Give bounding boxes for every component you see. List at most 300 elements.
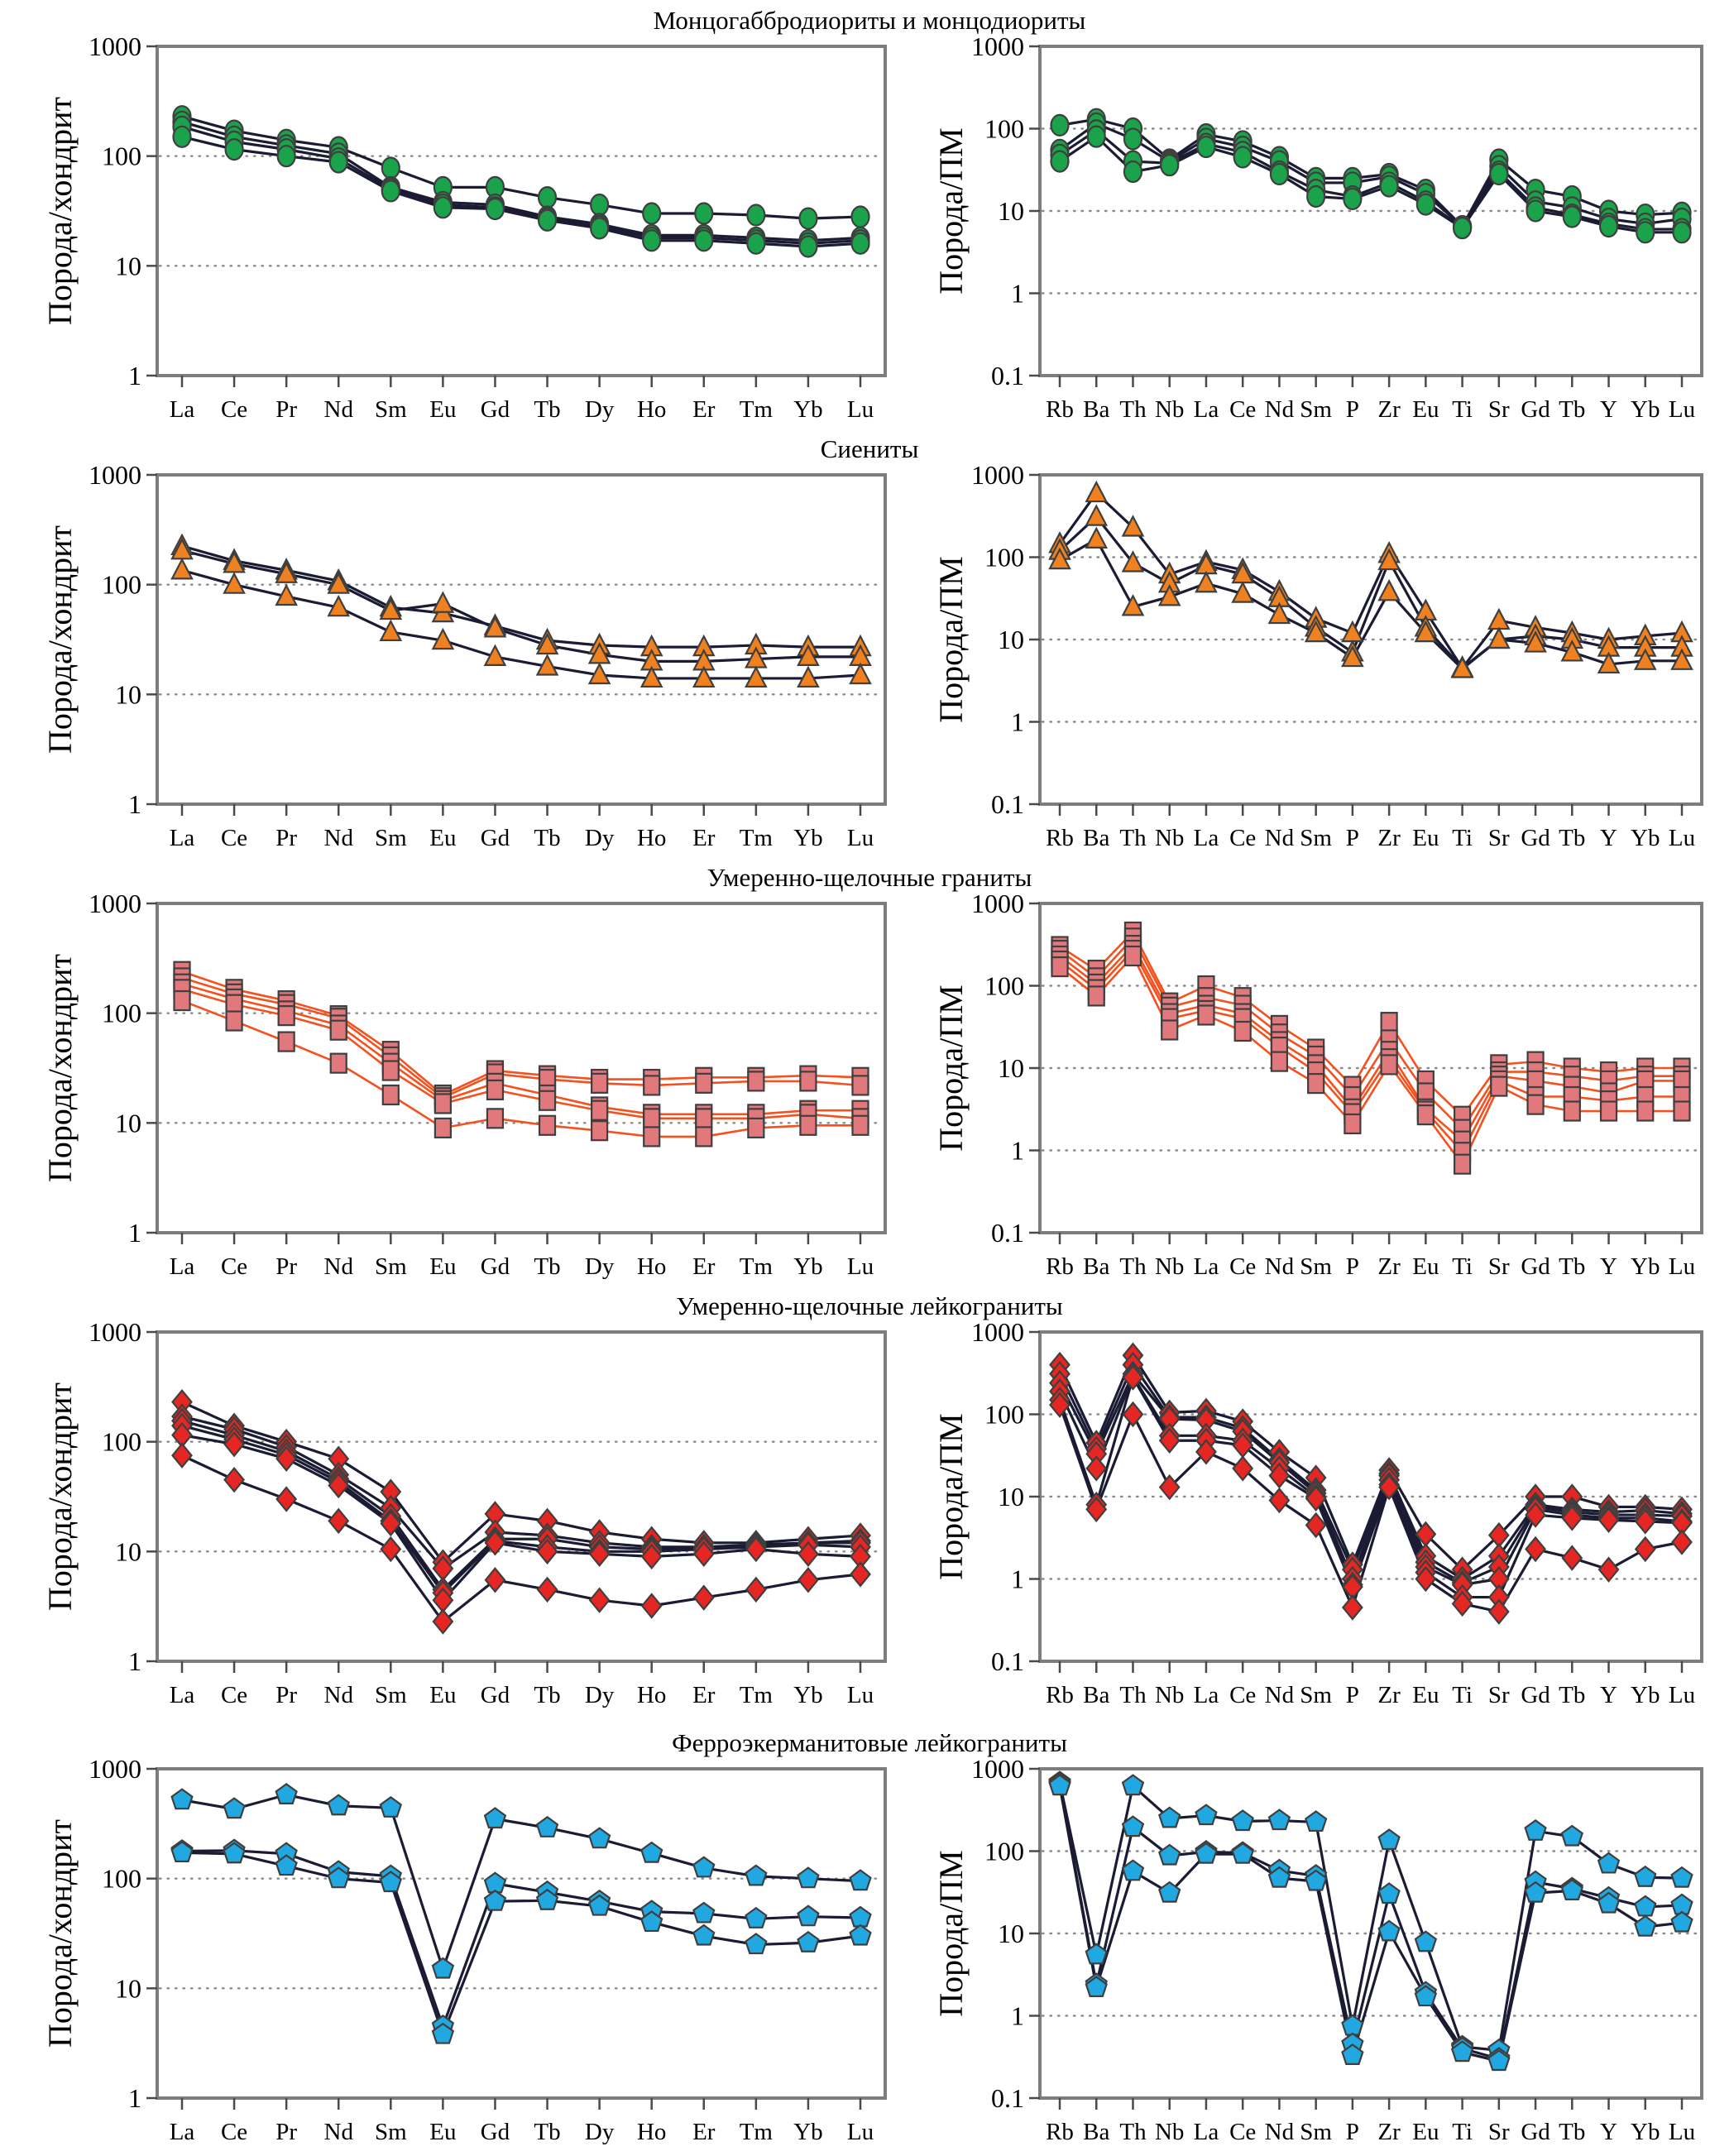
data-point-marker (1489, 1600, 1508, 1623)
data-point-marker (850, 1871, 871, 1890)
x-tick-label: Dy (584, 1682, 615, 1708)
data-point-marker (1088, 127, 1105, 147)
y-tick-label: 10 (115, 1108, 141, 1138)
y-tick-label: 1000 (89, 36, 141, 61)
data-point-marker (381, 1797, 401, 1817)
data-point-marker (278, 146, 295, 166)
y-tick-label: 1 (128, 2083, 141, 2113)
data-point-marker (1159, 1845, 1180, 1865)
y-tick-label: 10 (115, 1973, 141, 2004)
data-point-marker (1636, 1538, 1655, 1561)
x-tick-label: La (169, 1253, 195, 1280)
data-point-marker (1564, 1102, 1580, 1121)
x-tick-label: Sm (1300, 1682, 1332, 1708)
ree-chart-svg (33, 36, 889, 434)
x-tick-label: Sr (1487, 1682, 1510, 1708)
x-tick-label: Lu (846, 825, 874, 851)
data-point-marker (643, 230, 660, 251)
data-point-marker (1598, 1853, 1619, 1873)
data-point-marker (539, 1116, 555, 1135)
x-tick-label: Zr (1377, 2119, 1401, 2145)
data-point-marker (591, 194, 608, 215)
y-tick-label: 1 (1011, 707, 1024, 737)
x-tick-label: Yb (793, 825, 823, 851)
y-tick-label: 1 (1011, 2000, 1024, 2031)
data-point-marker (644, 1127, 659, 1146)
x-tick-label: Tb (1559, 1682, 1586, 1708)
x-tick-label: Ba (1083, 1682, 1110, 1708)
data-point-marker (850, 664, 870, 683)
data-point-marker (485, 1890, 505, 1910)
x-tick-label: Gd (480, 825, 510, 851)
data-point-marker (1086, 482, 1106, 501)
x-tick-label: Ho (636, 1253, 667, 1280)
x-tick-label: Sr (1487, 396, 1510, 423)
data-point-marker (433, 1958, 453, 1978)
data-point-marker (1415, 1932, 1436, 1952)
x-tick-label: Gd (1521, 1253, 1550, 1280)
data-point-marker (174, 127, 191, 147)
y-tick-label: 100 (984, 1399, 1024, 1430)
x-tick-label: La (169, 1682, 195, 1708)
x-tick-label: Yb (1631, 1253, 1660, 1280)
y-tick-label: 1 (128, 361, 141, 390)
data-point-marker (798, 1932, 819, 1952)
x-tick-label: Nb (1154, 2119, 1185, 2145)
x-tick-label: Sm (374, 1682, 407, 1708)
chart-row-syenites (33, 434, 1710, 862)
x-tick-label: Yb (793, 2119, 823, 2145)
data-point-marker (1563, 1546, 1582, 1569)
data-point-marker (1052, 957, 1068, 976)
data-point-marker (852, 233, 869, 254)
data-point-marker (172, 559, 192, 578)
data-point-marker (1564, 207, 1581, 228)
data-point-marker (383, 1061, 399, 1080)
data-point-marker (487, 1080, 503, 1100)
y-axis-label: Порода/хондрит (41, 525, 79, 755)
x-tick-label: La (1193, 2119, 1219, 2145)
x-tick-label: Pr (275, 2119, 298, 2145)
y-tick-label: 1 (128, 1646, 141, 1676)
chart-pair (33, 894, 1710, 1291)
data-point-marker (1272, 1052, 1287, 1071)
x-tick-label: Tm (739, 825, 773, 851)
data-point-marker (853, 1116, 869, 1135)
x-tick-label: Ho (636, 1682, 667, 1708)
x-tick-label: Yb (1631, 396, 1660, 423)
data-point-marker (745, 1866, 766, 1885)
x-tick-label: Rb (1046, 396, 1074, 423)
data-point-marker (175, 991, 190, 1010)
data-point-marker (1600, 216, 1617, 237)
x-tick-label: Ti (1452, 2119, 1473, 2145)
x-tick-label: Rb (1046, 1682, 1074, 1708)
data-point-marker (172, 1789, 193, 1809)
x-tick-label: Sm (1300, 2119, 1332, 2145)
y-tick-label: 100 (102, 998, 141, 1028)
spider-chart-svg (924, 36, 1706, 434)
data-point-marker (1379, 1884, 1400, 1904)
data-point-marker (383, 1085, 399, 1104)
data-point-marker (1528, 1095, 1544, 1114)
ree-chart-svg (33, 465, 889, 862)
data-point-marker (693, 1903, 714, 1923)
row-title: Умеренно-щелочные граниты (707, 863, 1032, 892)
data-point-marker (1086, 529, 1106, 548)
data-point-marker (435, 1094, 451, 1113)
x-tick-label: Tb (1559, 396, 1586, 423)
data-point-marker (799, 236, 817, 256)
y-tick-label: 100 (102, 569, 141, 600)
x-tick-label: Nd (1264, 1682, 1295, 1708)
plot-frame (157, 903, 885, 1233)
data-point-marker (1526, 1538, 1545, 1561)
spider-chart-svg (924, 465, 1706, 862)
data-point-marker (331, 1054, 347, 1073)
x-tick-label: Lu (1668, 1253, 1696, 1280)
x-tick-label: Tm (739, 1682, 773, 1708)
chart-row-alkaline-leucogranites (33, 1291, 1710, 1719)
data-point-marker (435, 1119, 451, 1138)
data-point-marker (539, 187, 556, 208)
y-tick-label: 100 (984, 970, 1024, 1001)
y-tick-label: 1000 (971, 1322, 1024, 1347)
data-point-marker (1454, 218, 1471, 238)
x-tick-label: Er (692, 396, 716, 423)
y-tick-label: 1000 (89, 1322, 141, 1347)
y-axis-label: Порода/хондрит (41, 96, 79, 326)
x-tick-label: La (1193, 1253, 1219, 1280)
data-point-marker (589, 1828, 610, 1848)
x-tick-label: La (169, 825, 195, 851)
data-point-marker (1489, 610, 1509, 629)
data-point-marker (592, 1074, 607, 1093)
y-tick-label: 100 (984, 1836, 1024, 1866)
data-point-marker (1637, 1102, 1653, 1121)
x-tick-label: Y (1600, 825, 1618, 851)
data-point-marker (693, 1925, 714, 1945)
y-tick-label: 0.1 (991, 361, 1024, 390)
y-tick-label: 0.1 (991, 789, 1024, 819)
x-tick-label: Gd (1521, 1682, 1550, 1708)
x-tick-label: Eu (429, 1682, 457, 1708)
x-tick-label: Tb (534, 396, 561, 423)
x-tick-label: Gd (1521, 825, 1550, 851)
x-tick-label: Eu (429, 825, 457, 851)
y-axis-label: Порода/ПМ (932, 985, 970, 1152)
y-tick-label: 1 (128, 1218, 141, 1248)
x-tick-label: Ho (636, 825, 667, 851)
data-point-marker (1635, 1916, 1655, 1936)
x-tick-label: P (1345, 1253, 1359, 1280)
x-tick-label: Nb (1154, 1253, 1185, 1280)
x-tick-label: Gd (1521, 396, 1550, 423)
x-tick-label: Er (692, 1682, 716, 1708)
data-point-marker (850, 1907, 871, 1927)
y-tick-label: 1 (1011, 1135, 1024, 1166)
x-tick-label: Pr (275, 396, 298, 423)
y-tick-label: 100 (984, 113, 1024, 144)
y-tick-label: 10 (998, 1482, 1024, 1512)
x-tick-label: Lu (1668, 1682, 1696, 1708)
x-tick-label: Ba (1083, 825, 1110, 851)
data-point-marker (695, 230, 712, 251)
data-point-marker (1379, 581, 1399, 600)
x-tick-label: Th (1119, 1253, 1147, 1280)
x-tick-label: Nb (1154, 1682, 1185, 1708)
x-tick-label: Tm (739, 1253, 773, 1280)
x-tick-label: P (1345, 396, 1359, 423)
x-tick-label: Ce (1229, 1253, 1257, 1280)
data-point-marker (591, 218, 608, 238)
row-title: Сиениты (820, 434, 919, 463)
x-tick-label: La (1193, 396, 1219, 423)
x-tick-label: Sm (374, 396, 407, 423)
data-point-marker (800, 1071, 816, 1090)
data-point-marker (1198, 1005, 1214, 1024)
series-line (1060, 1785, 1682, 2059)
data-point-marker (694, 1586, 713, 1609)
ree-chart-svg (33, 894, 889, 1291)
data-point-marker (537, 1817, 558, 1837)
y-tick-label: 1000 (89, 894, 141, 918)
x-tick-label: Yb (1631, 825, 1660, 851)
x-tick-label: Eu (1412, 1253, 1439, 1280)
data-point-marker (1673, 1531, 1692, 1554)
x-tick-label: Nd (323, 396, 353, 423)
x-tick-label: Tb (1559, 1253, 1586, 1280)
data-point-marker (1562, 1826, 1583, 1846)
x-tick-label: Gd (480, 396, 510, 423)
x-tick-label: Sm (374, 1253, 407, 1280)
x-tick-label: Nd (1264, 396, 1295, 423)
data-point-marker (695, 204, 712, 224)
x-tick-label: Ce (220, 825, 248, 851)
y-axis-label: Порода/ПМ (932, 127, 970, 295)
data-point-marker (1636, 222, 1654, 242)
x-tick-label: Tb (534, 2119, 561, 2145)
data-point-marker (798, 1569, 817, 1592)
x-tick-label: P (1345, 1682, 1359, 1708)
x-tick-label: Ti (1452, 1253, 1473, 1280)
data-point-marker (330, 152, 347, 173)
x-tick-label: Gd (480, 1253, 510, 1280)
data-point-marker (1233, 1811, 1253, 1831)
data-point-marker (1124, 161, 1142, 182)
data-point-marker (641, 1842, 662, 1862)
data-point-marker (1674, 222, 1691, 242)
y-tick-label: 10 (998, 1053, 1024, 1083)
x-tick-label: Nd (323, 825, 353, 851)
x-tick-label: Rb (1046, 825, 1074, 851)
x-tick-label: Y (1600, 1253, 1618, 1280)
data-point-marker (382, 180, 400, 201)
data-point-marker (173, 1444, 192, 1467)
data-point-marker (1125, 946, 1141, 965)
x-tick-label: Eu (1412, 825, 1439, 851)
data-point-marker (1418, 1105, 1434, 1124)
x-tick-label: P (1345, 825, 1359, 851)
data-point-marker (1086, 506, 1106, 525)
data-point-marker (748, 1071, 764, 1090)
data-point-marker (1234, 147, 1252, 168)
data-point-marker (1674, 1102, 1690, 1121)
data-point-marker (747, 233, 764, 254)
row-title: Ферроэкерманитовые лейкограниты (672, 1728, 1067, 1757)
x-tick-label: Nd (1264, 2119, 1295, 2145)
data-point-marker (643, 204, 660, 224)
data-point-marker (1382, 1013, 1397, 1032)
data-point-marker (382, 157, 400, 178)
x-tick-label: Tb (1559, 825, 1586, 851)
x-tick-label: Sm (1300, 1253, 1332, 1280)
data-point-marker (279, 1032, 295, 1052)
row-title: Монцогаббродиориты и монцодиориты (653, 6, 1086, 35)
x-tick-label: Sr (1487, 2119, 1510, 2145)
data-point-marker (1635, 1896, 1655, 1916)
x-tick-label: Dy (584, 825, 615, 851)
data-point-marker (328, 1795, 349, 1815)
data-point-marker (485, 1808, 505, 1828)
data-point-marker (224, 1799, 245, 1818)
x-tick-label: Lu (1668, 396, 1696, 423)
x-tick-label: Ti (1452, 1682, 1473, 1708)
data-point-marker (799, 208, 817, 229)
data-point-marker (800, 1116, 816, 1135)
x-tick-label: Yb (793, 1682, 823, 1708)
x-tick-label: Lu (846, 2119, 874, 2145)
data-point-marker (539, 210, 556, 231)
y-tick-label: 10 (115, 679, 141, 710)
data-point-marker (850, 1925, 871, 1945)
x-tick-label: La (169, 396, 195, 423)
x-tick-label: Eu (1412, 2119, 1439, 2145)
x-tick-label: Ce (1229, 2119, 1257, 2145)
x-tick-label: Zr (1377, 825, 1401, 851)
data-point-marker (851, 1563, 870, 1586)
data-point-marker (1051, 151, 1069, 172)
data-point-marker (538, 1578, 557, 1601)
row-title: Умеренно-щелочные лейкограниты (676, 1291, 1063, 1320)
data-point-marker (696, 1109, 711, 1128)
x-tick-label: Er (692, 825, 716, 851)
x-tick-label: Ho (636, 396, 667, 423)
x-tick-label: Nd (1264, 1253, 1295, 1280)
x-tick-label: Eu (429, 396, 457, 423)
data-point-marker (226, 139, 243, 160)
data-point-marker (381, 621, 400, 640)
x-tick-label: La (1193, 825, 1219, 851)
data-point-marker (434, 197, 452, 218)
y-axis-label: Порода/хондрит (41, 1382, 79, 1612)
x-tick-label: Er (692, 1253, 716, 1280)
spider-chart-svg (924, 1322, 1706, 1719)
data-point-marker (696, 1127, 711, 1146)
data-point-marker (1379, 1830, 1400, 1850)
data-point-marker (1343, 1596, 1362, 1619)
data-point-marker (1124, 128, 1142, 149)
y-axis-label: Порода/ПМ (932, 1413, 970, 1580)
y-tick-label: 1000 (971, 465, 1024, 490)
x-tick-label: Yb (793, 1253, 823, 1280)
data-point-marker (225, 1468, 244, 1492)
series-line (1060, 951, 1682, 1152)
y-axis-label: Порода/ПМ (932, 556, 970, 723)
x-tick-label: Zr (1377, 1682, 1401, 1708)
data-point-marker (1162, 1020, 1177, 1039)
data-point-marker (1344, 189, 1361, 209)
series-line (1060, 1376, 1682, 1584)
y-tick-label: 1000 (971, 1759, 1024, 1784)
y-tick-label: 100 (102, 1863, 141, 1894)
chart-pair (33, 36, 1710, 434)
data-point-marker (590, 1588, 609, 1612)
y-tick-label: 1 (128, 789, 141, 819)
data-point-marker (1344, 1114, 1360, 1133)
data-point-marker (745, 1908, 766, 1928)
x-tick-label: Y (1600, 2119, 1618, 2145)
data-point-marker (592, 1101, 607, 1120)
y-tick-label: 10 (115, 1536, 141, 1567)
x-tick-label: Nb (1154, 825, 1185, 851)
data-point-marker (1233, 1457, 1253, 1480)
y-axis-label: Порода/ПМ (932, 1850, 970, 2017)
data-point-marker (642, 1594, 661, 1617)
data-point-marker (1672, 1912, 1693, 1932)
x-tick-label: Rb (1046, 1253, 1074, 1280)
data-point-marker (277, 1488, 296, 1511)
x-tick-label: Tb (534, 825, 561, 851)
y-tick-label: 10 (998, 196, 1024, 226)
x-tick-label: Tm (739, 396, 773, 423)
chart-row-alkaline-granites (33, 862, 1710, 1291)
data-point-marker (1051, 115, 1069, 136)
x-tick-label: Nb (1154, 396, 1185, 423)
x-tick-label: Er (692, 2119, 716, 2145)
data-point-marker (1672, 1867, 1693, 1887)
data-point-marker (644, 1076, 659, 1095)
ree-chart-svg (33, 1759, 889, 2156)
y-axis-label: Порода/хондрит (41, 953, 79, 1183)
y-tick-label: 10 (998, 625, 1024, 654)
x-tick-label: Dy (584, 1253, 615, 1280)
data-point-marker (1599, 1558, 1618, 1581)
x-tick-label: Tb (1559, 2119, 1586, 2145)
series-line (1060, 1783, 1682, 2051)
y-tick-label: 1000 (89, 465, 141, 490)
data-point-marker (433, 593, 453, 612)
y-tick-label: 1000 (89, 1759, 141, 1784)
data-point-marker (487, 1109, 503, 1128)
x-tick-label: Ce (220, 1682, 248, 1708)
x-tick-label: Ti (1452, 396, 1473, 423)
x-tick-label: Th (1119, 2119, 1147, 2145)
x-tick-label: Pr (275, 1253, 298, 1280)
x-tick-label: Zr (1377, 396, 1401, 423)
data-point-marker (1089, 986, 1104, 1005)
x-tick-label: Lu (1668, 825, 1696, 851)
data-point-marker (745, 1934, 766, 1954)
chart-row-ferroeckermannite-leucogranites (33, 1727, 1710, 2156)
chart-pair (33, 1759, 1710, 2156)
data-point-marker (1123, 1403, 1142, 1426)
x-tick-label: Sr (1487, 1253, 1510, 1280)
x-tick-label: Nd (323, 1682, 353, 1708)
y-tick-label: 1 (1011, 278, 1024, 309)
y-tick-label: 1 (1011, 1564, 1024, 1594)
series-line (1060, 1405, 1682, 1612)
